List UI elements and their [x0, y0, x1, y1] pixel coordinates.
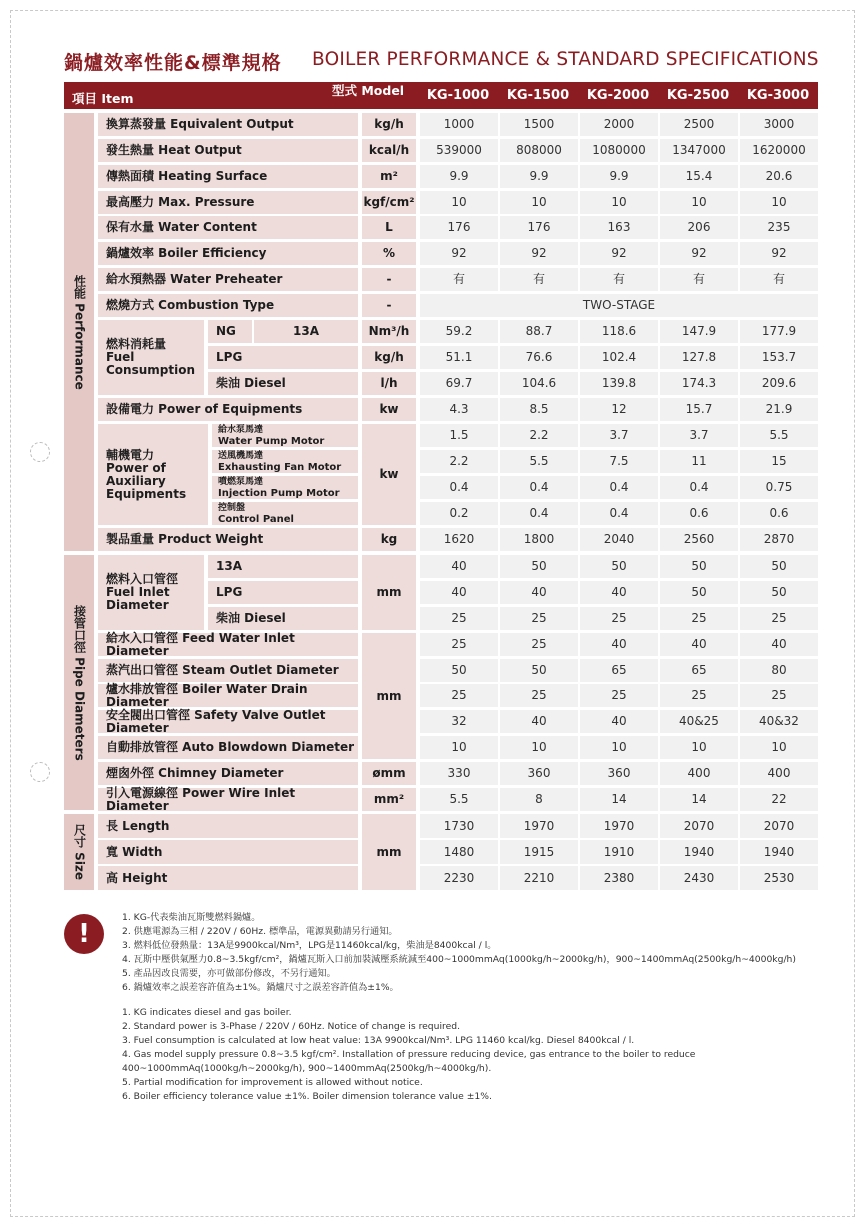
notes-chinese	[122, 911, 796, 995]
section-label: 尺寸 Size	[72, 823, 87, 881]
value-cell: 10	[500, 736, 578, 759]
value-cell: 4.3	[420, 398, 498, 421]
value-cell: 539000	[420, 139, 498, 162]
value-cell: 1970	[500, 814, 578, 838]
note-item: 400~1000mmAq(1000kg/h~2000kg/h), 900~1400mmAq(2500kg/h~4000kg/h).	[122, 1063, 492, 1074]
label-zh: 噴燃泵馬達	[218, 476, 264, 487]
unit-cell: -	[362, 294, 416, 317]
value-cell: 176	[420, 216, 498, 239]
value-cell: 11	[660, 450, 738, 473]
value-cell: 50	[580, 555, 658, 578]
value-cell: 2230	[420, 866, 498, 890]
value-cell: 2000	[580, 113, 658, 136]
value-cell: 2040	[580, 528, 658, 551]
model-header: KG-1500	[498, 82, 578, 109]
value-cell: 0.4	[500, 502, 578, 525]
page-title	[64, 46, 824, 74]
value-cell: 7.5	[580, 450, 658, 473]
value-cell: 25	[500, 607, 578, 630]
note-item: 4. 瓦斯中壓供氣壓力0.8~3.5kgf/cm²，鍋爐瓦斯入口前加裝減壓系統減至400~1000mmAq(1000kg/h~2000kg/h)，900~1400mmAq(2500kg/h~4000kg/h)	[122, 954, 796, 965]
value-cell: 400	[660, 762, 738, 785]
value-cell: 92	[580, 242, 658, 265]
row-label: 鍋爐效率 Boiler Efficiency	[98, 242, 358, 265]
value-cell: 有	[500, 268, 578, 291]
value-cell: 8	[500, 788, 578, 811]
row-label: 長 Length	[98, 814, 358, 838]
unit-cell: mm	[362, 633, 416, 759]
value-cell: 177.9	[740, 320, 818, 343]
unit-cell: kg/h	[362, 113, 416, 136]
unit-cell: Nm³/h	[362, 320, 416, 343]
unit-cell: l/h	[362, 372, 416, 395]
value-cell: 1620	[420, 528, 498, 551]
value-cell: 25	[500, 684, 578, 707]
row-label: 寬 Width	[98, 840, 358, 864]
aux-item-label	[212, 450, 358, 473]
row-label: 設備電力 Power of Equipments	[98, 398, 358, 421]
label-line: Power of	[106, 460, 166, 475]
unit-cell: kgf/cm²	[362, 191, 416, 214]
value-cell: 10	[580, 191, 658, 214]
value-cell: 50	[660, 581, 738, 604]
model-header: KG-1000	[418, 82, 498, 109]
row-label: 換算蒸發量 Equivalent Output	[98, 113, 358, 136]
value-cell: 25	[420, 633, 498, 656]
header-item-label: 項目 Item	[72, 91, 134, 106]
section-size	[64, 814, 94, 890]
value-cell: 10	[420, 736, 498, 759]
title-english: BOILER PERFORMANCE & STANDARD SPECIFICATIONS	[312, 49, 819, 70]
value-cell: 80	[740, 659, 818, 682]
value-cell: 65	[660, 659, 738, 682]
value-cell: 0.4	[580, 476, 658, 499]
label-en: Injection Pump Motor	[218, 487, 340, 499]
section-label: 接管口徑 Pipe Diameters	[72, 604, 87, 761]
label-en: Exhausting Fan Motor	[218, 461, 342, 473]
aux-item-label	[212, 476, 358, 499]
row-label: 高 Height	[98, 866, 358, 890]
value-cell: 40	[580, 710, 658, 733]
fuel-subtype: 13A	[254, 320, 358, 343]
exclamation-icon: !	[64, 914, 104, 954]
row-label: 安全閥出口管徑 Safety Valve Outlet Diameter	[98, 710, 358, 733]
value-cell: 1620000	[740, 139, 818, 162]
label-line: Auxiliary	[106, 473, 166, 488]
value-cell: 1.5	[420, 424, 498, 447]
value-cell: 2380	[580, 866, 658, 890]
value-cell: 0.4	[420, 476, 498, 499]
row-label: 蒸汽出口管徑 Steam Outlet Diameter	[98, 659, 358, 682]
value-cell: 25	[420, 684, 498, 707]
value-cell: 1940	[660, 840, 738, 864]
unit-cell: mm	[362, 555, 416, 630]
title-chinese: 鍋爐效率性能&標準規格	[64, 52, 282, 74]
value-cell: 25	[500, 633, 578, 656]
note-item: 1. KG indicates diesel and gas boiler.	[122, 1007, 292, 1018]
value-cell: 40	[580, 633, 658, 656]
value-cell: 9.9	[500, 165, 578, 188]
value-cell: 206	[660, 216, 738, 239]
value-cell: 1970	[580, 814, 658, 838]
value-cell: 1080000	[580, 139, 658, 162]
label-zh: 控制盤	[218, 502, 246, 513]
note-item: 6. Boiler efficiency tolerance value ±1%. Boiler dimension tolerance value ±1%.	[122, 1091, 492, 1102]
row-label: 引入電源線徑 Power Wire Inlet Diameter	[98, 788, 358, 811]
row-label: 給水預熱器 Water Preheater	[98, 268, 358, 291]
unit-cell: %	[362, 242, 416, 265]
value-cell: 10	[660, 736, 738, 759]
value-cell: 1940	[740, 840, 818, 864]
label-line: Consumption	[106, 363, 196, 377]
value-cell: 25	[740, 684, 818, 707]
note-item: 5. 產品因改良需要，亦可做部份修改，不另行通知。	[122, 968, 336, 979]
label-line: Fuel Inlet	[106, 585, 170, 599]
value-cell: 1480	[420, 840, 498, 864]
value-cell: 10	[740, 736, 818, 759]
value-cell: 12	[580, 398, 658, 421]
value-cell: 50	[500, 555, 578, 578]
aux-item-label	[212, 502, 358, 525]
value-cell: 104.6	[500, 372, 578, 395]
value-cell: 2.2	[420, 450, 498, 473]
value-cell: 15	[740, 450, 818, 473]
value-cell: 0.6	[740, 502, 818, 525]
row-label: 燃燒方式 Combustion Type	[98, 294, 358, 317]
value-cell: 0.4	[500, 476, 578, 499]
value-cell: 209.6	[740, 372, 818, 395]
label-zh: 給水泵馬達	[218, 424, 264, 435]
note-item: 5. Partial modification for improvement is allowed without notice.	[122, 1077, 423, 1088]
value-cell: 40	[420, 581, 498, 604]
value-cell: 1915	[500, 840, 578, 864]
notes-english	[122, 1006, 695, 1104]
value-cell: 40	[660, 633, 738, 656]
value-cell: 127.8	[660, 346, 738, 369]
row-label: 發生熱量 Heat Output	[98, 139, 358, 162]
value-cell: 1000	[420, 113, 498, 136]
value-cell: 0.75	[740, 476, 818, 499]
unit-cell: kg	[362, 528, 416, 551]
fuel-consumption-label	[98, 320, 204, 395]
value-cell: 330	[420, 762, 498, 785]
value-cell: 21.9	[740, 398, 818, 421]
value-cell: 15.7	[660, 398, 738, 421]
binder-hole	[30, 762, 50, 782]
value-cell: 50	[660, 555, 738, 578]
unit-cell: kw	[362, 398, 416, 421]
value-cell: 50	[420, 659, 498, 682]
value-cell: TWO-STAGE	[420, 294, 818, 317]
unit-cell: kcal/h	[362, 139, 416, 162]
value-cell: 2.2	[500, 424, 578, 447]
unit-cell: kw	[362, 424, 416, 525]
fuel-type: 柴油 Diesel	[208, 607, 358, 630]
value-cell: 2530	[740, 866, 818, 890]
value-cell: 有	[580, 268, 658, 291]
label-line: 燃料入口管徑	[106, 572, 179, 586]
row-label: 自動排放管徑 Auto Blowdown Diameter	[98, 736, 358, 759]
value-cell: 3.7	[580, 424, 658, 447]
value-cell: 有	[740, 268, 818, 291]
value-cell: 360	[500, 762, 578, 785]
unit-cell: -	[362, 268, 416, 291]
fuel-type: LPG	[208, 581, 358, 604]
value-cell: 0.4	[580, 502, 658, 525]
value-cell: 25	[580, 607, 658, 630]
fuel-type: 柴油 Diesel	[208, 372, 358, 395]
value-cell: 88.7	[500, 320, 578, 343]
value-cell: 1910	[580, 840, 658, 864]
value-cell: 51.1	[420, 346, 498, 369]
value-cell: 40	[500, 710, 578, 733]
value-cell: 235	[740, 216, 818, 239]
unit-cell: kg/h	[362, 346, 416, 369]
fuel-type: LPG	[208, 346, 358, 369]
label-line: Fuel	[106, 350, 135, 364]
value-cell: 50	[740, 581, 818, 604]
value-cell: 360	[580, 762, 658, 785]
table-header-item	[64, 82, 418, 109]
value-cell: 40	[420, 555, 498, 578]
value-cell: 40&32	[740, 710, 818, 733]
header-model-label: 型式 Model	[332, 83, 405, 98]
binder-hole	[30, 442, 50, 462]
value-cell: 0.4	[660, 476, 738, 499]
row-label: 爐水排放管徑 Boiler Water Drain Diameter	[98, 684, 358, 707]
label-line: 燃料消耗量	[106, 337, 167, 351]
value-cell: 118.6	[580, 320, 658, 343]
value-cell: 20.6	[740, 165, 818, 188]
model-header: KG-2500	[658, 82, 738, 109]
value-cell: 92	[420, 242, 498, 265]
value-cell: 10	[500, 191, 578, 214]
value-cell: 92	[740, 242, 818, 265]
value-cell: 808000	[500, 139, 578, 162]
note-item: 4. Gas model supply pressure 0.8~3.5 kgf/cm². Installation of pressure reducing device, gas entrance to the boiler to reduce	[122, 1049, 696, 1060]
value-cell: 14	[660, 788, 738, 811]
value-cell: 5.5	[420, 788, 498, 811]
value-cell: 1800	[500, 528, 578, 551]
value-cell: 32	[420, 710, 498, 733]
value-cell: 2070	[660, 814, 738, 838]
value-cell: 3.7	[660, 424, 738, 447]
value-cell: 15.4	[660, 165, 738, 188]
row-label: 傳熱面積 Heating Surface	[98, 165, 358, 188]
row-label: 製品重量 Product Weight	[98, 528, 358, 551]
note-item: 3. Fuel consumption is calculated at low heat value: 13A 9900kcal/Nm³. LPG 11460 kcal/kg. Diesel 8400kcal / l.	[122, 1035, 635, 1046]
value-cell: 8.5	[500, 398, 578, 421]
value-cell: 5.5	[740, 424, 818, 447]
value-cell: 92	[500, 242, 578, 265]
value-cell: 163	[580, 216, 658, 239]
value-cell: 59.2	[420, 320, 498, 343]
value-cell: 0.6	[660, 502, 738, 525]
label-zh: 送風機馬達	[218, 450, 264, 461]
value-cell: 25	[580, 684, 658, 707]
label-en: Water Pump Motor	[218, 435, 325, 447]
row-label: 保有水量 Water Content	[98, 216, 358, 239]
note-item: 6. 鍋爐效率之誤差容許值為±1%。鍋爐尺寸之誤差容許值為±1%。	[122, 982, 399, 993]
value-cell: 50	[500, 659, 578, 682]
unit-cell: m²	[362, 165, 416, 188]
value-cell: 有	[660, 268, 738, 291]
fuel-type: NG	[208, 320, 252, 343]
label-en: Control Panel	[218, 513, 294, 525]
section-performance	[64, 113, 94, 551]
value-cell: 147.9	[660, 320, 738, 343]
value-cell: 40	[500, 581, 578, 604]
value-cell: 174.3	[660, 372, 738, 395]
value-cell: 9.9	[580, 165, 658, 188]
value-cell: 5.5	[500, 450, 578, 473]
aux-item-label	[212, 424, 358, 447]
row-label: 給水入口管徑 Feed Water Inlet Diameter	[98, 633, 358, 656]
value-cell: 0.2	[420, 502, 498, 525]
unit-cell: L	[362, 216, 416, 239]
fuel-inlet-label	[98, 555, 204, 630]
value-cell: 40	[740, 633, 818, 656]
fuel-type: 13A	[208, 555, 358, 578]
value-cell: 10	[580, 736, 658, 759]
unit-cell: mm²	[362, 788, 416, 811]
unit-cell: mm	[362, 814, 416, 890]
value-cell: 69.7	[420, 372, 498, 395]
value-cell: 1500	[500, 113, 578, 136]
section-label: 性能 Performance	[72, 274, 87, 390]
value-cell: 40&25	[660, 710, 738, 733]
value-cell: 2070	[740, 814, 818, 838]
value-cell: 14	[580, 788, 658, 811]
value-cell: 1347000	[660, 139, 738, 162]
value-cell: 10	[660, 191, 738, 214]
unit-cell: ømm	[362, 762, 416, 785]
label-line: Diameter	[106, 598, 169, 612]
value-cell: 400	[740, 762, 818, 785]
value-cell: 10	[740, 191, 818, 214]
value-cell: 9.9	[420, 165, 498, 188]
aux-power-label	[98, 424, 208, 525]
value-cell: 176	[500, 216, 578, 239]
value-cell: 76.6	[500, 346, 578, 369]
value-cell: 139.8	[580, 372, 658, 395]
value-cell: 25	[740, 607, 818, 630]
note-item: 3. 燃料低位發熱量：13A是9900kcal/Nm³，LPG是11460kcal/kg，柴油是8400kcal / l。	[122, 940, 497, 951]
value-cell: 102.4	[580, 346, 658, 369]
model-header: KG-2000	[578, 82, 658, 109]
section-pipe	[64, 555, 94, 810]
value-cell: 2210	[500, 866, 578, 890]
value-cell: 25	[660, 607, 738, 630]
row-label: 煙囪外徑 Chimney Diameter	[98, 762, 358, 785]
note-item: 1. KG-代表柴油瓦斯雙燃料鍋爐。	[122, 912, 261, 923]
label-line: Equipments	[106, 486, 187, 501]
model-header: KG-3000	[738, 82, 818, 109]
value-cell: 2560	[660, 528, 738, 551]
value-cell: 2500	[660, 113, 738, 136]
value-cell: 25	[660, 684, 738, 707]
value-cell: 2870	[740, 528, 818, 551]
value-cell: 65	[580, 659, 658, 682]
note-item: 2. Standard power is 3-Phase / 220V / 60Hz. Notice of change is required.	[122, 1021, 460, 1032]
label-line: 輔機電力	[106, 447, 155, 462]
value-cell: 22	[740, 788, 818, 811]
value-cell: 1730	[420, 814, 498, 838]
value-cell: 92	[660, 242, 738, 265]
value-cell: 有	[420, 268, 498, 291]
value-cell: 50	[740, 555, 818, 578]
value-cell: 153.7	[740, 346, 818, 369]
value-cell: 3000	[740, 113, 818, 136]
value-cell: 40	[580, 581, 658, 604]
value-cell: 10	[420, 191, 498, 214]
note-item: 2. 供應電源為三相 / 220V / 60Hz. 標準品，電源異動請另行通知。	[122, 926, 398, 937]
value-cell: 25	[420, 607, 498, 630]
value-cell: 2430	[660, 866, 738, 890]
row-label: 最高壓力 Max. Pressure	[98, 191, 358, 214]
